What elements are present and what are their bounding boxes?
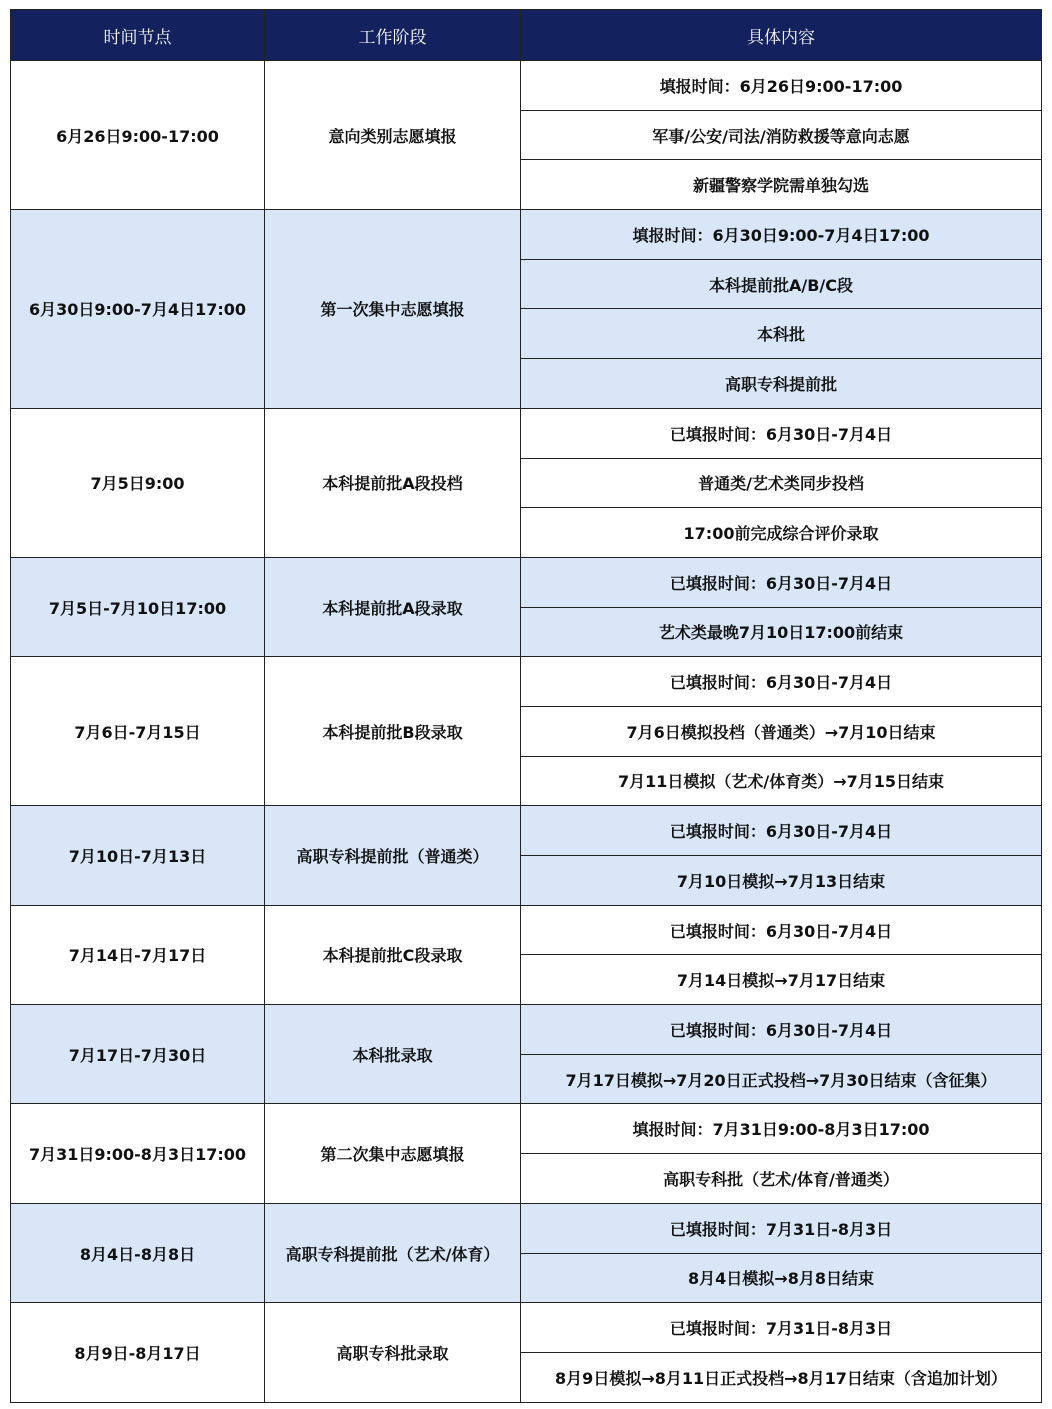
detail-cell: 本科提前批A/B/C段: [521, 259, 1042, 309]
stage-cell: 本科提前批B段录取: [265, 657, 521, 806]
time-cell: 8月4日-8月8日: [11, 1203, 265, 1302]
detail-cell: 填报时间：7月31日9:00-8月3日17:00: [521, 1104, 1042, 1154]
detail-cell: 高职专科提前批: [521, 359, 1042, 409]
stage-cell: 第一次集中志愿填报: [265, 210, 521, 409]
detail-cell: 填报时间：6月26日9:00-17:00: [521, 61, 1042, 111]
time-cell: 7月17日-7月30日: [11, 1005, 265, 1104]
detail-cell: 7月14日模拟→7月17日结束: [521, 955, 1042, 1005]
detail-cell: 17:00前完成综合评价录取: [521, 508, 1042, 558]
stage-cell: 第二次集中志愿填报: [265, 1104, 521, 1203]
table-header: [11, 10, 1042, 61]
stage-cell: 高职专科提前批（艺术/体育）: [265, 1203, 521, 1302]
time-cell: 7月5日-7月10日17:00: [11, 557, 265, 656]
stage-cell: 本科批录取: [265, 1005, 521, 1104]
detail-cell: 本科批: [521, 309, 1042, 359]
detail-cell: 已填报时间：7月31日-8月3日: [521, 1303, 1042, 1353]
detail-cell: 7月6日模拟投档（普通类）→7月10日结束: [521, 706, 1042, 756]
detail-cell: 已填报时间：6月30日-7月4日: [521, 408, 1042, 458]
detail-cell: 7月10日模拟→7月13日结束: [521, 856, 1042, 906]
schedule-table-frame: [10, 9, 1041, 1399]
table-row: [11, 557, 1042, 607]
detail-cell: 已填报时间：6月30日-7月4日: [521, 557, 1042, 607]
table-row: [11, 1303, 1042, 1353]
stage-cell: 意向类别志愿填报: [265, 61, 521, 210]
detail-cell: 普通类/艺术类同步投档: [521, 458, 1042, 508]
stage-cell: 本科提前批A段录取: [265, 557, 521, 656]
time-cell: 6月30日9:00-7月4日17:00: [11, 210, 265, 409]
header-work-stage: 工作阶段: [265, 10, 521, 61]
table-row: [11, 61, 1042, 111]
detail-cell: 7月17日模拟→7月20日正式投档→7月30日结束（含征集）: [521, 1054, 1042, 1104]
detail-cell: 8月4日模拟→8月8日结束: [521, 1253, 1042, 1303]
detail-cell: 已填报时间：6月30日-7月4日: [521, 905, 1042, 955]
header-details: 具体内容: [521, 10, 1042, 61]
time-cell: 7月14日-7月17日: [11, 905, 265, 1004]
stage-cell: 本科提前批C段录取: [265, 905, 521, 1004]
time-cell: 8月9日-8月17日: [11, 1303, 265, 1402]
detail-cell: 新疆警察学院需单独勾选: [521, 160, 1042, 210]
table-body: [11, 61, 1042, 1403]
detail-cell: 已填报时间：6月30日-7月4日: [521, 657, 1042, 707]
time-cell: 7月31日9:00-8月3日17:00: [11, 1104, 265, 1203]
table-row: [11, 657, 1042, 707]
detail-cell: 军事/公安/司法/消防救援等意向志愿: [521, 110, 1042, 160]
time-cell: 6月26日9:00-17:00: [11, 61, 265, 210]
stage-cell: 本科提前批A段投档: [265, 408, 521, 557]
detail-cell: 已填报时间：6月30日-7月4日: [521, 1005, 1042, 1055]
detail-cell: 高职专科批（艺术/体育/普通类）: [521, 1154, 1042, 1204]
table-row: [11, 905, 1042, 955]
detail-cell: 7月11日模拟（艺术/体育类）→7月15日结束: [521, 756, 1042, 806]
time-cell: 7月6日-7月15日: [11, 657, 265, 806]
table-row: [11, 1203, 1042, 1253]
table-row: [11, 408, 1042, 458]
stage-cell: 高职专科提前批（普通类）: [265, 806, 521, 905]
header-row: [11, 10, 1042, 61]
stage-cell: 高职专科批录取: [265, 1303, 521, 1402]
detail-cell: 已填报时间：7月31日-8月3日: [521, 1203, 1042, 1253]
time-cell: 7月10日-7月13日: [11, 806, 265, 905]
time-cell: 7月5日9:00: [11, 408, 265, 557]
detail-cell: 8月9日模拟→8月11日正式投档→8月17日结束（含追加计划）: [521, 1352, 1042, 1402]
detail-cell: 已填报时间：6月30日-7月4日: [521, 806, 1042, 856]
schedule-table: [10, 9, 1042, 1403]
table-row: [11, 806, 1042, 856]
header-time-node: 时间节点: [11, 10, 265, 61]
table-row: [11, 210, 1042, 260]
table-row: [11, 1005, 1042, 1055]
detail-cell: 填报时间：6月30日9:00-7月4日17:00: [521, 210, 1042, 260]
detail-cell: 艺术类最晚7月10日17:00前结束: [521, 607, 1042, 657]
table-row: [11, 1104, 1042, 1154]
